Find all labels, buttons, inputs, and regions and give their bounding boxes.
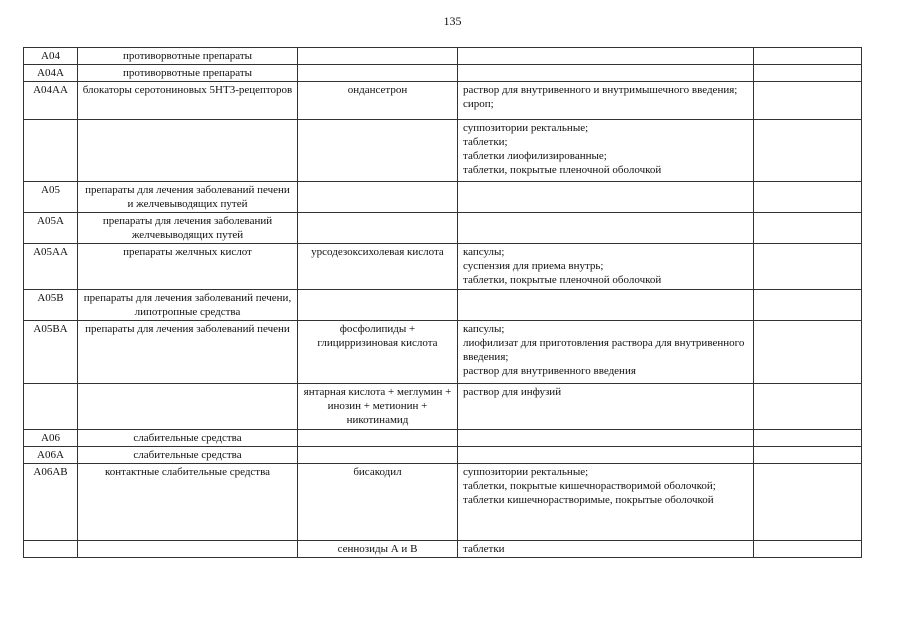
dosage-form-item: таблетки — [463, 543, 505, 555]
table-row — [24, 321, 862, 384]
dosage-form-item: раствор для инфузий — [463, 386, 562, 398]
dosage-form-item: сироп; — [463, 98, 494, 110]
drug-name-cell — [298, 290, 458, 321]
dosage-form-item: раствор для внутривенного введения — [463, 365, 636, 377]
notes-cell — [754, 541, 862, 558]
anatomical-group-cell: блокаторы серотониновых 5НТ3-рецепторов — [78, 82, 298, 120]
table-row — [24, 48, 862, 65]
atc-code-cell: A04 — [24, 48, 78, 65]
anatomical-group-cell: препараты для лечения заболеваний желчевыводящих путей — [78, 213, 298, 244]
drug-name-cell: фосфолипиды + глицирризиновая кислота — [298, 321, 458, 384]
drug-name-cell: сеннозиды А и В — [298, 541, 458, 558]
drug-name-cell — [298, 182, 458, 213]
anatomical-group-cell: препараты желчных кислот — [78, 244, 298, 290]
dosage-forms-cell — [458, 244, 754, 290]
atc-code-cell: A06A — [24, 447, 78, 464]
atc-code-cell — [24, 541, 78, 558]
table-row — [24, 430, 862, 447]
notes-cell — [754, 82, 862, 120]
dosage-form-item: таблетки; — [463, 136, 508, 148]
dosage-form-item: таблетки, покрытые пленочной оболочкой — [463, 274, 662, 286]
dosage-form-item: таблетки лиофилизированные; — [463, 150, 607, 162]
table-row — [24, 290, 862, 321]
notes-cell — [754, 182, 862, 213]
notes-cell — [754, 244, 862, 290]
drug-name-cell: янтарная кислота + меглумин + инозин + метионин + никотинамид — [298, 384, 458, 430]
dosage-form-item: лиофилизат для приготовления раствора для внутривенного введения; — [463, 337, 745, 363]
drug-name-cell — [298, 120, 458, 182]
anatomical-group-cell: слабительные средства — [78, 447, 298, 464]
dosage-form-item: раствор для внутривенного и внутримышечного введения; — [463, 84, 738, 96]
drug-name-cell — [298, 65, 458, 82]
notes-cell — [754, 290, 862, 321]
anatomical-group-cell: препараты для лечения заболеваний печени и желчевыводящих путей — [78, 182, 298, 213]
drug-name-cell: урсодезоксихолевая кислота — [298, 244, 458, 290]
notes-cell — [754, 384, 862, 430]
dosage-form-item: таблетки, покрытые пленочной оболочкой — [463, 164, 662, 176]
atc-code-cell: A05AA — [24, 244, 78, 290]
table-row — [24, 82, 862, 120]
notes-cell — [754, 464, 862, 541]
table-row — [24, 464, 862, 541]
drug-name-cell — [298, 48, 458, 65]
atc-code-cell: A04A — [24, 65, 78, 82]
table-row — [24, 244, 862, 290]
atc-code-cell: A04AA — [24, 82, 78, 120]
atc-code-cell — [24, 384, 78, 430]
drug-name-cell: бисакодил — [298, 464, 458, 541]
table-row — [24, 384, 862, 430]
anatomical-group-cell: контактные слабительные средства — [78, 464, 298, 541]
dosage-forms-cell — [458, 464, 754, 541]
atc-code-cell: A05 — [24, 182, 78, 213]
dosage-form-item: таблетки, покрытые кишечнорастворимой оболочкой; — [463, 480, 716, 492]
drug-name-cell — [298, 447, 458, 464]
atc-code-cell: A05BA — [24, 321, 78, 384]
atc-code-cell — [24, 120, 78, 182]
dosage-form-item: суппозитории ректальные; — [463, 122, 589, 134]
table-row — [24, 447, 862, 464]
atc-code-cell: A05A — [24, 213, 78, 244]
atc-code-cell: A06 — [24, 430, 78, 447]
drug-name-cell: ондансетрон — [298, 82, 458, 120]
table-row — [24, 65, 862, 82]
table-row — [24, 541, 862, 558]
anatomical-group-cell: противорвотные препараты — [78, 48, 298, 65]
notes-cell — [754, 447, 862, 464]
table-row — [24, 120, 862, 182]
notes-cell — [754, 430, 862, 447]
dosage-form-item: капсулы; — [463, 323, 505, 335]
dosage-forms-cell — [458, 321, 754, 384]
anatomical-group-cell — [78, 120, 298, 182]
dosage-form-item: суспензия для приема внутрь; — [463, 260, 604, 272]
dosage-forms-cell — [458, 182, 754, 213]
dosage-forms-cell — [458, 213, 754, 244]
anatomical-group-cell — [78, 384, 298, 430]
notes-cell — [754, 48, 862, 65]
dosage-forms-cell — [458, 120, 754, 182]
notes-cell — [754, 65, 862, 82]
dosage-forms-cell — [458, 447, 754, 464]
dosage-forms-cell — [458, 48, 754, 65]
anatomical-group-cell — [78, 541, 298, 558]
dosage-forms-cell — [458, 82, 754, 120]
notes-cell — [754, 213, 862, 244]
drug-name-cell — [298, 430, 458, 447]
notes-cell — [754, 120, 862, 182]
anatomical-group-cell: слабительные средства — [78, 430, 298, 447]
dosage-forms-cell — [458, 65, 754, 82]
dosage-form-item: капсулы; — [463, 246, 505, 258]
table-row — [24, 182, 862, 213]
atc-code-cell: A05B — [24, 290, 78, 321]
drug-name-cell — [298, 213, 458, 244]
anatomical-group-cell: противорвотные препараты — [78, 65, 298, 82]
table-row — [24, 213, 862, 244]
dosage-forms-cell — [458, 430, 754, 447]
atc-code-cell: A06AB — [24, 464, 78, 541]
dosage-forms-cell — [458, 290, 754, 321]
page-number: 135 — [443, 14, 462, 28]
dosage-form-item: суппозитории ректальные; — [463, 466, 589, 478]
dosage-forms-cell — [458, 384, 754, 430]
dosage-form-item: таблетки кишечнорастворимые, покрытые оболочкой — [463, 494, 714, 506]
dosage-forms-cell — [458, 541, 754, 558]
anatomical-group-cell: препараты для лечения заболеваний печени — [78, 321, 298, 384]
drug-table — [23, 47, 862, 558]
notes-cell — [754, 321, 862, 384]
anatomical-group-cell: препараты для лечения заболеваний печени, липотропные средства — [78, 290, 298, 321]
